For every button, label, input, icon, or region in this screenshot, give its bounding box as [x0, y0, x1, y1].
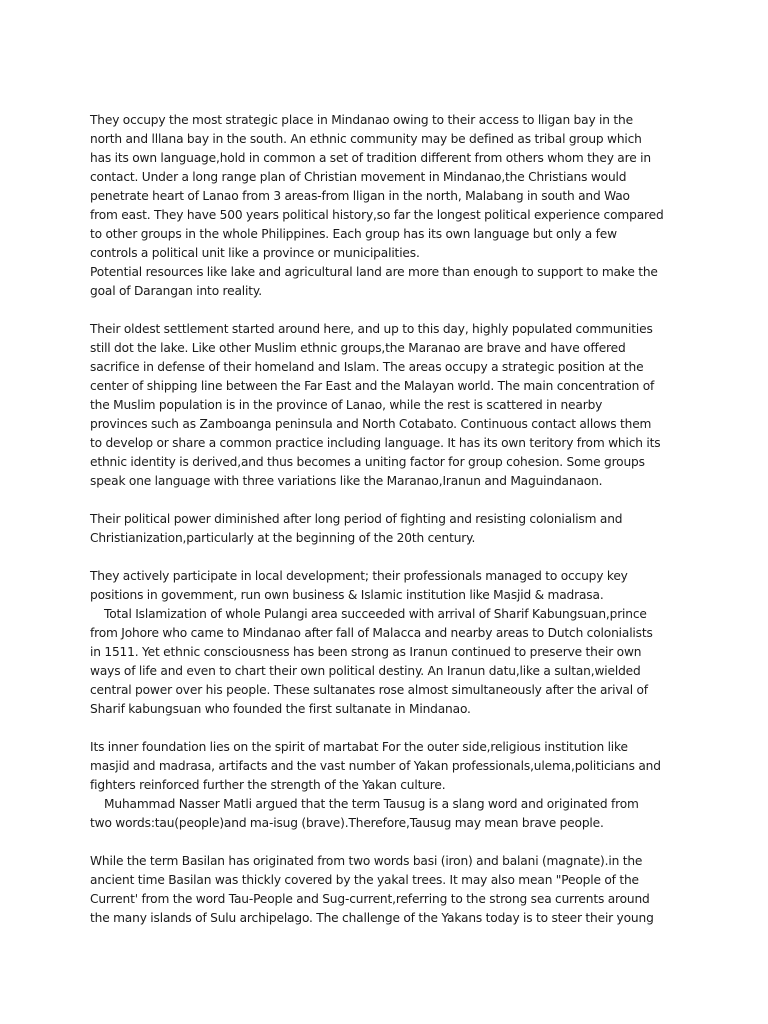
- text-line: penetrate heart of Lanao from 3 areas-from lligan in the north, Malabang in south and Wao: [90, 189, 630, 203]
- document-page: [90, 111, 682, 928]
- paragraph-gap: [90, 719, 682, 738]
- text-line: contact. Under a long range plan of Christian movement in Mindanao,the Christians would: [90, 170, 627, 184]
- text-line: has its own language,hold in common a set of tradition different from others whom they are in: [90, 151, 651, 165]
- paragraph-gap: [90, 491, 682, 510]
- text-line: two words:tau(people)and ma-isug (brave).Therefore,Tausug may mean brave people.: [90, 816, 604, 830]
- text-line: goal of Darangan into reality.: [90, 284, 262, 298]
- text-line: They occupy the most strategic place in Mindanao owing to their access to lligan bay in the: [90, 113, 633, 127]
- text-line: speak one language with three variations like the Maranao,Iranun and Maguindanaon.: [90, 474, 603, 488]
- text-line: fighters reinforced further the strength of the Yakan culture.: [90, 778, 446, 792]
- text-line: to develop or share a common practice including language. It has its own teritory from which its: [90, 436, 661, 450]
- paragraph-1: [90, 111, 682, 301]
- text-line: central power over his people. These sultanates rose almost simultaneously after the arival of: [90, 683, 648, 697]
- text-line: positions in govemment, run own business & Islamic institution like Masjid & madrasa.: [90, 588, 604, 602]
- text-line: Christianization,particularly at the beginning of the 20th century.: [90, 531, 476, 545]
- text-line: in 1511. Yet ethnic consciousness has been strong as Iranun continued to preserve their own: [90, 645, 642, 659]
- paragraph-5: [90, 738, 682, 833]
- text-line: Its inner foundation lies on the spirit of martabat For the outer side,religious institution like: [90, 740, 628, 754]
- text-line: ancient time Basilan was thickly covered by the yakal trees. It may also mean "People of the: [90, 873, 639, 887]
- text-line: Muhammad Nasser Matli argued that the term Tausug is a slang word and originated from: [104, 797, 639, 811]
- text-line: to other groups in the whole Philippines. Each group has its own language but only a few: [90, 227, 617, 241]
- text-line: ways of life and even to chart their own political destiny. An Iranun datu,like a sultan,wielded: [90, 664, 641, 678]
- text-line: Their political power diminished after long period of fighting and resisting colonialism and: [90, 512, 623, 526]
- text-line: sacrifice in defense of their homeland and Islam. The areas occupy a strategic position at the: [90, 360, 644, 374]
- text-line: Sharif kabungsuan who founded the first sultanate in Mindanao.: [90, 702, 471, 716]
- text-line: the Muslim population is in the province of Lanao, while the rest is scattered in nearby: [90, 398, 603, 412]
- text-line: from Johore who came to Mindanao after fall of Malacca and nearby areas to Dutch colonialists: [90, 626, 653, 640]
- paragraph-3: [90, 510, 682, 548]
- text-line: from east. They have 500 years political history,so far the longest political experience compared: [90, 208, 664, 222]
- text-line: masjid and madrasa, artifacts and the vast number of Yakan professionals,ulema,politicians and: [90, 759, 661, 773]
- text-line: While the term Basilan has originated from two words basi (iron) and balani (magnate).in the: [90, 854, 643, 868]
- text-line: Current' from the word Tau-People and Sug-current,referring to the strong sea currents around: [90, 892, 650, 906]
- text-line: They actively participate in local development; their professionals managed to occupy key: [90, 569, 628, 583]
- paragraph-2: [90, 320, 682, 491]
- text-line: still dot the lake. Like other Muslim ethnic groups,the Maranao are brave and have offered: [90, 341, 626, 355]
- paragraph-4: [90, 567, 682, 719]
- text-line: the many islands of Sulu archipelago. The challenge of the Yakans today is to steer their young: [90, 911, 654, 925]
- text-line: ethnic identity is derived,and thus becomes a uniting factor for group cohesion. Some groups: [90, 455, 645, 469]
- text-line: controls a political unit like a province or municipalities.: [90, 246, 420, 260]
- text-line: Their oldest settlement started around here, and up to this day, highly populated communities: [90, 322, 653, 336]
- paragraph-gap: [90, 833, 682, 852]
- text-line: Total Islamization of whole Pulangi area succeeded with arrival of Sharif Kabungsuan,prince: [104, 607, 647, 621]
- text-line: center of shipping line between the Far East and the Malayan world. The main concentration of: [90, 379, 655, 393]
- text-line: Potential resources like lake and agricultural land are more than enough to support to make the: [90, 265, 658, 279]
- text-line: north and lllana bay in the south. An ethnic community may be defined as tribal group which: [90, 132, 642, 146]
- paragraph-6: [90, 852, 682, 928]
- text-line: provinces such as Zamboanga peninsula and North Cotabato. Continuous contact allows them: [90, 417, 652, 431]
- paragraph-gap: [90, 548, 682, 567]
- paragraph-gap: [90, 301, 682, 320]
